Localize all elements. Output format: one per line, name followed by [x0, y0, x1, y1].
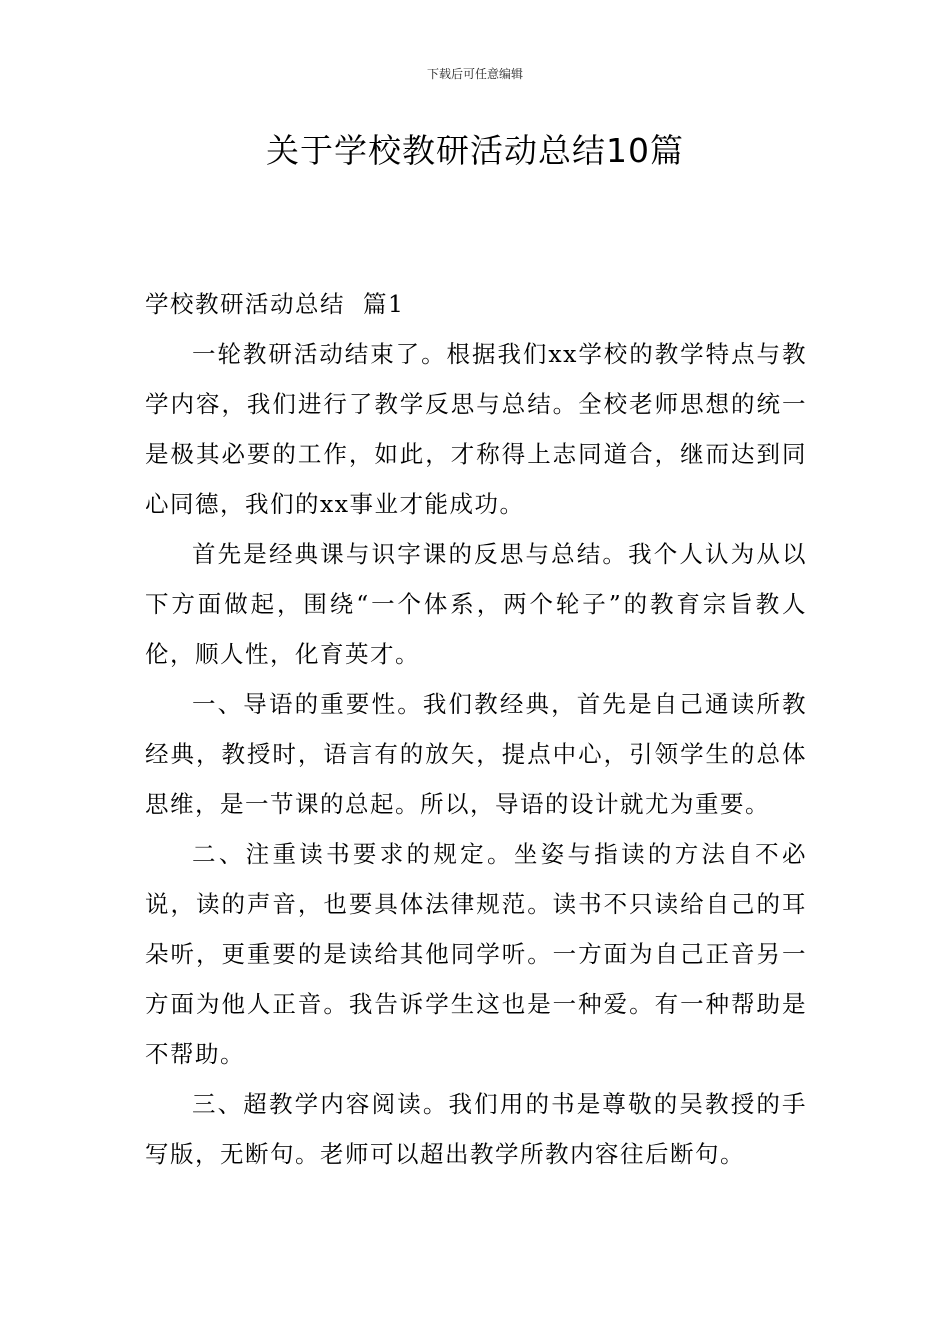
paragraph: 三、超教学内容阅读。我们用的书是尊敬的吴教授的手写版，无断句。老师可以超出教学所教内容往后断句。 [145, 1090, 807, 1168]
paragraph: 首先是经典课与识字课的反思与总结。我个人认为从以下方面做起，围绕“一个体系，两个轮子”的教育宗旨教人伦，顺人性，化育英才。 [145, 540, 807, 668]
paragraph: 一、导语的重要性。我们教经典，首先是自己通读所教经典，教授时，语言有的放矢，提点中心，引领学生的总体思维，是一节课的总起。所以，导语的设计就尤为重要。 [145, 690, 807, 818]
paragraph: 一轮教研活动结束了。根据我们xx学校的教学特点与教学内容，我们进行了教学反思与总结。全校老师思想的统一是极其必要的工作，如此，才称得上志同道合，继而达到同心同德，我们的xx事业才能成功。 [145, 340, 807, 518]
paragraph: 二、注重读书要求的规定。坐姿与指读的方法自不必说，读的声音，也要具体法律规范。读书不只读给自己的耳朵听，更重要的是读给其他同学听。一方面为自己正音另一方面为他人正音。我告诉学生这也是一种爱。有一种帮助是不帮助。 [145, 840, 807, 1068]
document-title: 关于学校教研活动总结10篇 [266, 131, 684, 170]
header-note: 下载后可任意编辑 [426, 67, 523, 81]
section-heading: 学校教研活动总结 篇1 [145, 290, 405, 318]
document-body [145, 279, 807, 1179]
